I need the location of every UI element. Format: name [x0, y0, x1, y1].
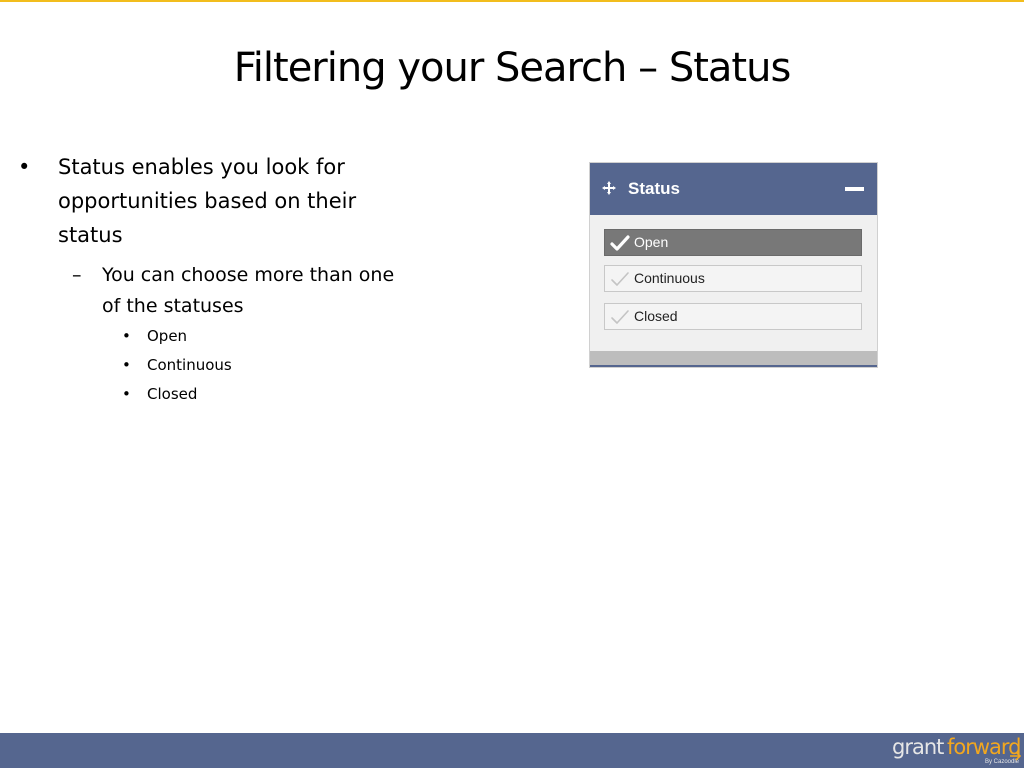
bullet-level-3-closed [18, 380, 418, 409]
status-option-label: Continuous [634, 270, 705, 286]
bullet-level-1 [18, 150, 418, 252]
arrow-icon [1010, 751, 1022, 761]
bullet-text: Status enables you look for opportunities based on their status [58, 155, 357, 247]
footer-bar [0, 733, 1024, 768]
top-accent-rule [0, 0, 1024, 2]
minus-icon[interactable] [845, 187, 864, 191]
status-filter-panel [590, 163, 877, 367]
check-icon [610, 234, 630, 252]
dash-marker: – [72, 264, 82, 286]
move-icon[interactable] [602, 181, 616, 195]
bullet-level-3-open [18, 322, 418, 351]
status-panel-bottom-line [590, 365, 877, 367]
check-icon [610, 270, 630, 288]
bullet-marker: • [122, 385, 131, 403]
bullet-level-3-continuous [18, 351, 418, 380]
sub-sub-bullet-text: Continuous [147, 356, 232, 374]
logo-tagline: By Cazoodle [985, 759, 1020, 765]
status-panel-title: Status [628, 179, 680, 198]
bullet-marker: • [122, 356, 131, 374]
sub-bullet-text: You can choose more than one of the statuses [102, 264, 395, 317]
check-icon [610, 308, 630, 326]
status-option-label: Closed [634, 308, 678, 324]
logo-word-grant: grant [892, 735, 944, 759]
status-option-open[interactable] [604, 229, 862, 256]
bullet-marker: • [122, 327, 131, 345]
logo-word-forward: forward [947, 735, 1021, 759]
grantforward-logo [892, 733, 1022, 768]
status-panel-footer [590, 351, 877, 365]
status-option-label: Open [634, 234, 669, 250]
slide-title: Filtering your Search – Status [233, 45, 791, 91]
sub-sub-bullet-text: Closed [147, 385, 198, 403]
bullet-marker: • [18, 155, 31, 179]
bullet-list [18, 150, 418, 409]
status-panel-header[interactable] [590, 163, 877, 215]
sub-sub-bullet-text: Open [147, 327, 188, 345]
status-option-closed[interactable] [604, 303, 862, 330]
status-option-continuous[interactable] [604, 265, 862, 292]
bullet-level-2 [18, 260, 418, 322]
